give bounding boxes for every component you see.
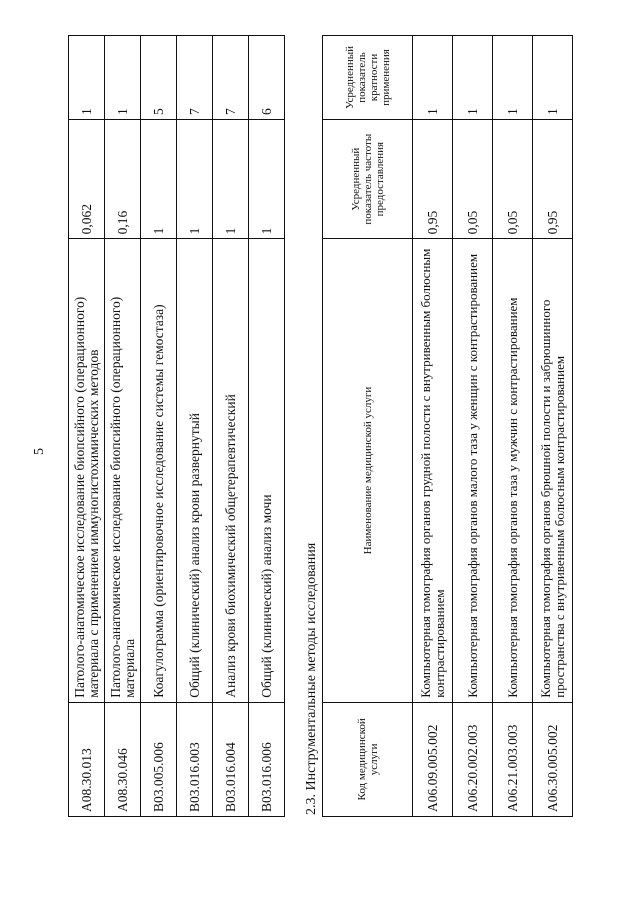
cell-name: Патолого-анатомическое исследование биопсийного (операционного) материала bbox=[105, 239, 141, 702]
cell-frequency: 1 bbox=[213, 119, 249, 238]
cell-multiplicity: 1 bbox=[493, 36, 533, 120]
cell-code: B03.005.006 bbox=[141, 702, 177, 816]
header-code: Код медицинской услуги bbox=[323, 702, 413, 816]
instrumental-methods-table bbox=[322, 35, 573, 817]
cell-multiplicity: 1 bbox=[69, 36, 105, 120]
cell-name: Анализ крови биохимический общетерапевтический bbox=[213, 239, 249, 702]
table-row bbox=[141, 36, 177, 817]
cell-frequency: 0,95 bbox=[533, 119, 573, 238]
cell-frequency: 1 bbox=[141, 119, 177, 238]
table-row bbox=[453, 36, 493, 817]
lab-tests-body bbox=[69, 36, 285, 817]
table-row bbox=[493, 36, 533, 817]
cell-name: Общий (клинический) анализ мочи bbox=[249, 239, 285, 702]
cell-code: B03.016.006 bbox=[249, 702, 285, 816]
cell-code: B03.016.004 bbox=[213, 702, 249, 816]
cell-multiplicity: 1 bbox=[533, 36, 573, 120]
cell-multiplicity: 7 bbox=[177, 36, 213, 120]
cell-name: Патолого-анатомическое исследование биопсийного (операционного) материала с применением иммуногистохимических методов bbox=[69, 239, 105, 702]
cell-multiplicity: 5 bbox=[141, 36, 177, 120]
cell-code: A08.30.046 bbox=[105, 702, 141, 816]
cell-frequency: 1 bbox=[249, 119, 285, 238]
cell-frequency: 0,062 bbox=[69, 119, 105, 238]
cell-frequency: 0,05 bbox=[453, 119, 493, 238]
instrumental-methods-body bbox=[413, 36, 573, 817]
header-name: Наименование медицинской услуги bbox=[323, 239, 413, 702]
cell-multiplicity: 6 bbox=[249, 36, 285, 120]
cell-frequency: 0,95 bbox=[413, 119, 453, 238]
section-title: 2.3. Инструментальные методы исследования bbox=[304, 542, 319, 815]
table-row bbox=[213, 36, 249, 817]
cell-frequency: 1 bbox=[177, 119, 213, 238]
header-multiplicity: Усредненный показатель кратности применения bbox=[323, 36, 413, 120]
cell-name: Компьютерная томография органов грудной полости с внутривенным болюсным контрастированием bbox=[413, 239, 453, 702]
table-row bbox=[249, 36, 285, 817]
table-row bbox=[69, 36, 105, 817]
page-number: 5 bbox=[32, 448, 47, 455]
cell-name: Коагулограмма (ориентировочное исследование системы гемостаза) bbox=[141, 239, 177, 702]
table-row bbox=[413, 36, 453, 817]
cell-multiplicity: 1 bbox=[453, 36, 493, 120]
cell-code: A06.21.003.003 bbox=[493, 702, 533, 816]
cell-code: A06.30.005.002 bbox=[533, 702, 573, 816]
table-row bbox=[177, 36, 213, 817]
table-header-row bbox=[323, 36, 413, 817]
cell-frequency: 0,16 bbox=[105, 119, 141, 238]
cell-frequency: 0,05 bbox=[493, 119, 533, 238]
cell-multiplicity: 1 bbox=[105, 36, 141, 120]
table-row bbox=[105, 36, 141, 817]
cell-name: Общий (клинический) анализ крови развернутый bbox=[177, 239, 213, 702]
lab-tests-table bbox=[68, 35, 285, 817]
table-row bbox=[533, 36, 573, 817]
cell-multiplicity: 1 bbox=[413, 36, 453, 120]
cell-code: B03.016.003 bbox=[177, 702, 213, 816]
header-frequency: Усредненный показатель частоты предоставления bbox=[323, 119, 413, 238]
cell-name: Компьютерная томография органов малого таза у женщин с контрастированием bbox=[453, 239, 493, 702]
cell-code: A08.30.013 bbox=[69, 702, 105, 816]
cell-code: A06.09.005.002 bbox=[413, 702, 453, 816]
cell-name: Компьютерная томография органов брюшной полости и забрюшинного пространства с внутривенным болюсным контрастированием bbox=[533, 239, 573, 702]
cell-multiplicity: 7 bbox=[213, 36, 249, 120]
cell-code: A06.20.002.003 bbox=[453, 702, 493, 816]
cell-name: Компьютерная томография органов таза у мужчин с контрастированием bbox=[493, 239, 533, 702]
